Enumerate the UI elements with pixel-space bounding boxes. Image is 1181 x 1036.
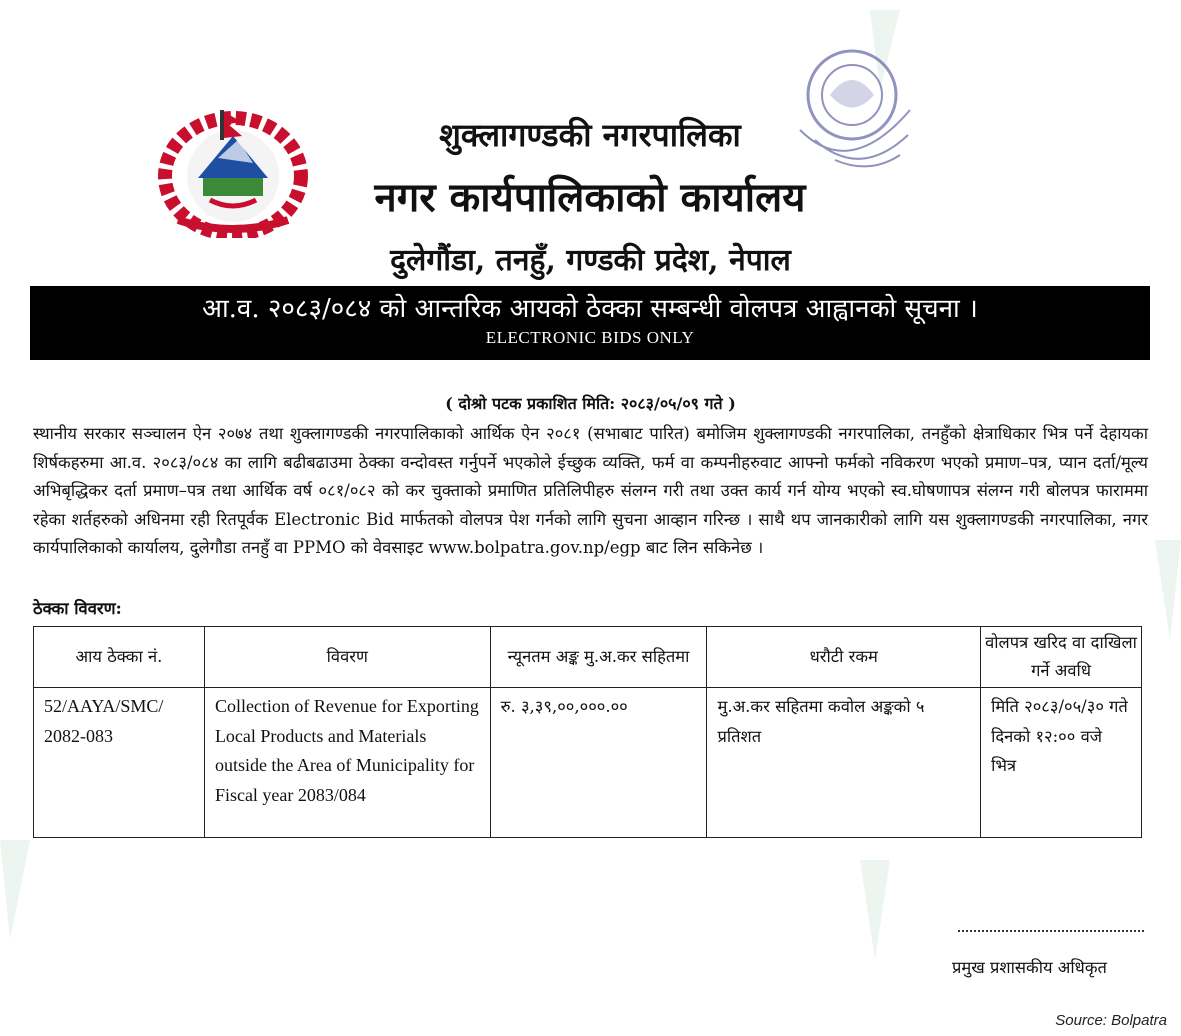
minimum-amount-cell: रु. ३,३९,००,०००.००	[490, 688, 707, 838]
column-header: आय ठेक्का नं.	[34, 627, 205, 688]
column-header: धरौटी रकम	[707, 627, 981, 688]
office-address: दुलेगौंडा, तनहुँ, गण्डकी प्रदेश, नेपाल	[390, 243, 791, 278]
contract-details-table	[33, 626, 1142, 838]
organization-name: शुक्लागण्डकी नगरपालिका	[439, 116, 741, 154]
source-note: Source: Bolpatra	[1055, 1012, 1167, 1029]
signatory-title: प्रमुख प्रशासकीय अधिकृत	[952, 958, 1107, 977]
deposit-cell: मु.अ.कर सहितमा कवोल अङ्कको ५ प्रतिशत	[707, 688, 981, 838]
publication-date-note: ( दोश्रो पटक प्रकाशित मिति: २०८३/०५/०९ गते )	[445, 394, 736, 413]
contract-details-label: ठेक्का विवरण:	[33, 599, 122, 618]
description-cell: Collection of Revenue for Exporting Local Products and Materials outside the Area of Municipality for Fiscal year 2083/084	[204, 688, 490, 838]
column-header: वोलपत्र खरिद वा दाखिला गर्ने अवधि	[981, 627, 1142, 688]
column-header: विवरण	[204, 627, 490, 688]
office-name: नगर कार्यपालिकाको कार्यालय	[374, 174, 806, 221]
notice-subtitle: ELECTRONIC BIDS ONLY	[485, 328, 695, 347]
notice-banner	[30, 286, 1150, 360]
signature-line	[958, 930, 1144, 932]
notice-body-paragraph: स्थानीय सरकार सञ्चालन ऐन २०७४ तथा शुक्लागण्डकी नगरपालिकाको आर्थिक ऐन २०८१ (सभाबाट पारित) बमोजिम शुक्लागण्डकी नगरपालिका, तनहुँको क्षेत्राधिकार भित्र पर्ने देहायका शिर्षकहरुमा आ.व. २०८३/०८४ का लागि बढीबढाउमा ठेक्का वन्दोवस्त गर्नुपर्ने भएकोले ईच्छुक व्यक्ति, फर्म वा कम्पनीहरुवाट आफ्नो फर्मको नविकरण भएको प्रमाण–पत्र, प्यान दर्ता/मूल्य अभिबृद्धिकर दर्ता प्रमाण–पत्र तथा आर्थिक वर्ष ०८१/०८२ को कर चुक्ताको प्रमाणित प्रतिलिपीहरु संलग्न गरी तथा उक्त कार्य गर्न योग्य भएको स्व.घोषणापत्र संलग्न गरी बोलपत्र फाराममा रहेका शर्तहरुको अधिनमा रही रितपूर्वक Electronic Bid मार्फतको वोलपत्र पेश गर्नको लागि सुचना आव्हान गरिन्छ । साथै थप जानकारीको लागि यस शुक्लागण्डकी नगरपालिका, नगर कार्यपालिकाको कार्यालय, दुलेगौडा तनहुँ वा PPMO को वेवसाइट www.bolpatra.gov.np/egp बाट लिन सकिनेछ ।	[33, 424, 1148, 557]
table-header-row	[34, 627, 1142, 688]
column-header: न्यूनतम अङ्क मु.अ.कर सहितमा	[490, 627, 707, 688]
table-row	[34, 688, 1142, 838]
deadline-cell: मिति २०८३/०५/३० गते दिनको १२:०० वजे भित्र	[981, 688, 1142, 838]
notice-title: आ.व. २०८३/०८४ को आन्तरिक आयको ठेक्का सम्बन्धी वोलपत्र आह्वानको सूचना ।	[202, 294, 978, 324]
contract-number-cell: 52/AAYA/SMC/ 2082-083	[34, 688, 205, 838]
